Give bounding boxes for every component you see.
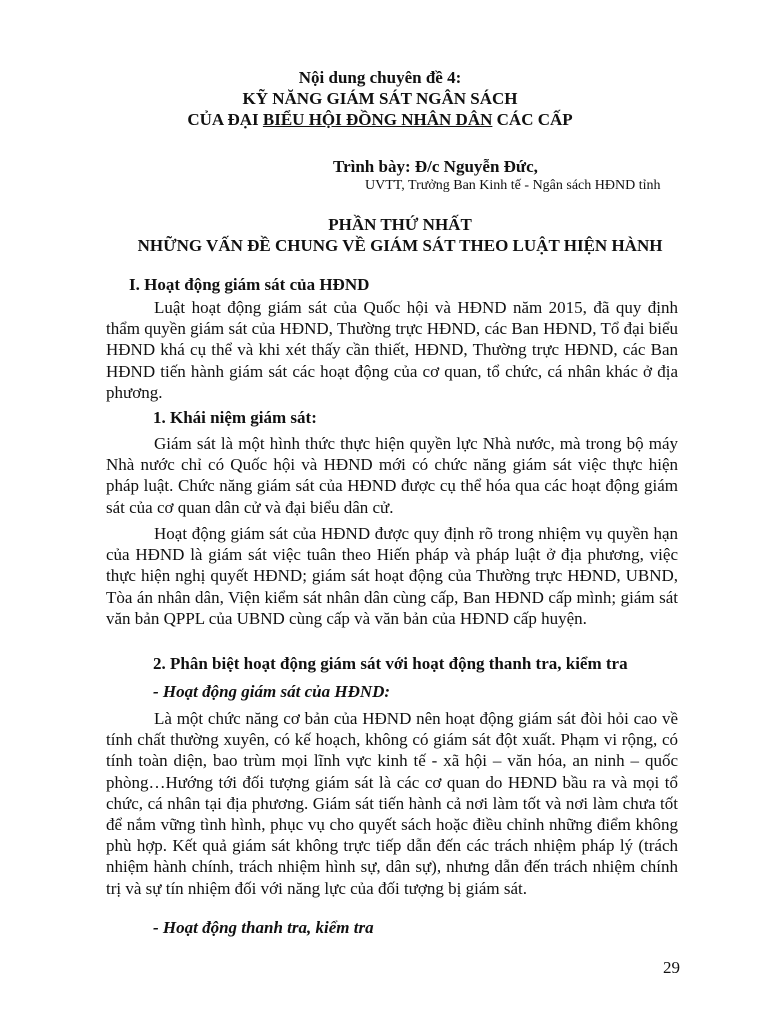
- topic-label: Nội dung chuyên đề 4:: [298, 68, 462, 87]
- title-line-2-prefix: CỦA ĐẠI: [187, 110, 263, 129]
- title-line-2-suffix: CÁC CẤP: [492, 110, 573, 129]
- section-1-2-subheading-1: - Hoạt động giám sát của HĐND:: [153, 682, 391, 701]
- page-number: 29: [663, 958, 680, 977]
- part-subtitle: NHỮNG VẤN ĐỀ CHUNG VỀ GIÁM SÁT THEO LUẬT HIỆN HÀNH: [137, 236, 663, 255]
- section-1-1-paragraph-2: Hoạt động giám sát của HĐND được quy định rõ trong nhiệm vụ quyền hạn của HĐND là giám sát việc tuân theo Hiến pháp và pháp luật ở địa phương, việc thực hiện nghị quyết HĐND; giám sát hoạt động của Thường trực HĐND, UBND, Tòa án nhân dân, Viện kiểm sát nhân dân cùng cấp, Ban HĐND cấp mình; giám sát văn bản QPPL của UBND cùng cấp và văn bản của HĐND cấp huyện.: [106, 524, 678, 628]
- document-title-block: [140, 67, 620, 130]
- section-1-2-heading: 2. Phân biệt hoạt động giám sát với hoạt động thanh tra, kiểm tra: [153, 654, 628, 673]
- section-1-heading: I. Hoạt động giám sát của HĐND: [129, 275, 370, 294]
- presenter-name: Trình bày: Đ/c Nguyễn Đức,: [333, 157, 538, 176]
- section-1-paragraph: Luật hoạt động giám sát của Quốc hội và HĐND năm 2015, đã quy định thẩm quyền giám sát của HĐND, Thường trực HĐND, các Ban HĐND, Tổ đại biểu HĐND khá cụ thể và khi xét thấy cần thiết, HĐND, Thường trực HĐND, các Ban HĐND tiến hành giám sát các hoạt động của cơ quan, tổ chức, cá nhân khác ở địa phương.: [106, 298, 678, 402]
- section-1-2-paragraph-1: Là một chức năng cơ bản của HĐND nên hoạt động giám sát đòi hỏi cao về tính chất thường xuyên, có kế hoạch, không có giám sát đột xuất. Phạm vi rộng, có tính toàn diện, bao trùm mọi lĩnh vực kinh tế - xã hội – văn hóa, an ninh – quốc phòng…Hướng tới đối tượng giám sát là các cơ quan do HĐND bầu ra và mọi tổ chức, cá nhân tại địa phương. Giám sát tiến hành cả nơi làm tốt và nơi làm chưa tốt để nắm vững tình hình, phục vụ cho quyết sách hoặc điều chỉnh những điểm không phù hợp. Kết quả giám sát không trực tiếp dẫn đến các trách nhiệm pháp lý (trách nhiệm hành chính, trách nhiệm hình sự, dân sự), nhưng dẫn đến trách nhiệm chính trị và sự tín nhiệm đối với năng lực của đối tượng bị giám sát.: [106, 709, 678, 898]
- part-title: PHẦN THỨ NHẤT: [328, 215, 472, 234]
- section-1-2-subheading-2: - Hoạt động thanh tra, kiểm tra: [153, 918, 374, 937]
- title-line-2-underlined: BIỂU HỘI ĐỒNG NHÂN DÂN: [262, 110, 493, 129]
- part-title-block: [100, 214, 700, 256]
- section-1-1-heading: 1. Khái niệm giám sát:: [153, 408, 317, 427]
- title-line-2: [140, 109, 620, 130]
- title-line-1: KỸ NĂNG GIÁM SÁT NGÂN SÁCH: [242, 89, 518, 108]
- section-1-1-paragraph-1: Giám sát là một hình thức thực hiện quyền lực Nhà nước, mà trong bộ máy Nhà nước chỉ có Quốc hội và HĐND mới có chức năng giám sát việc thực hiện pháp luật. Chức năng giám sát của HĐND được cụ thể hóa qua các hoạt động giám sát của cơ quan dân cử và đại biểu dân cử.: [106, 434, 678, 517]
- presenter-role: UVTT, Trưởng Ban Kinh tế - Ngân sách HĐND tỉnh: [365, 178, 661, 193]
